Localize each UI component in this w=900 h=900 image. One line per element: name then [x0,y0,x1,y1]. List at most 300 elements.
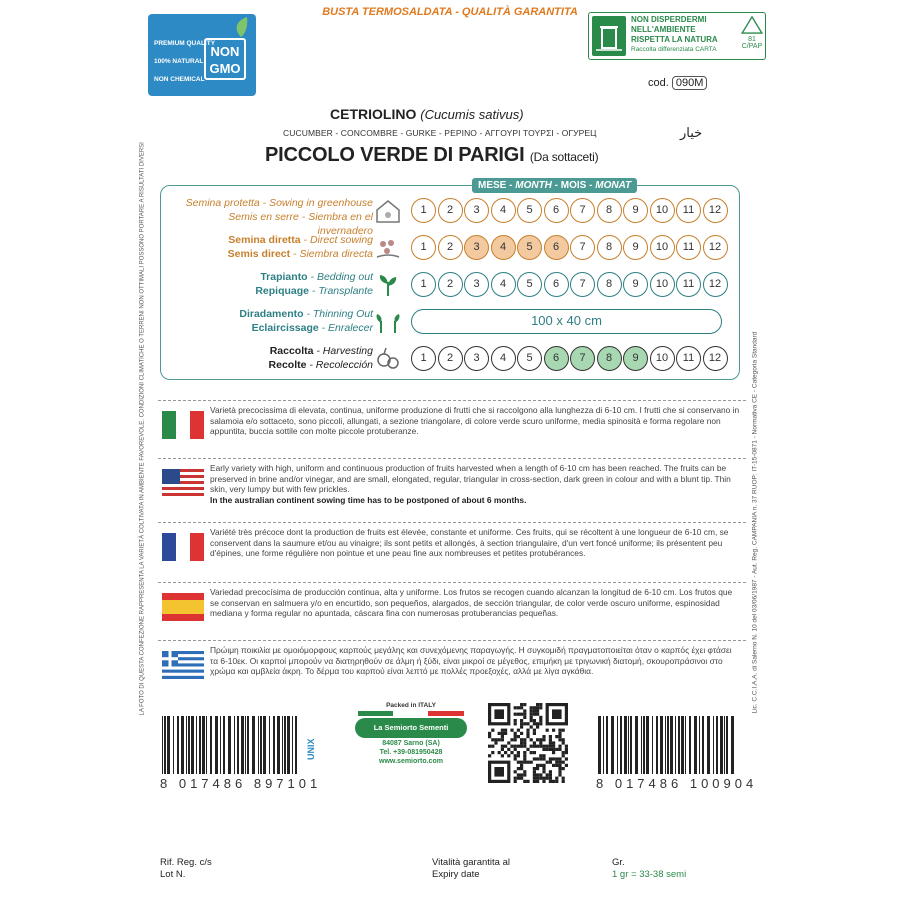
qr-module [549,735,552,738]
qr-module [558,764,561,767]
barcode-bar [630,716,632,774]
qr-module [533,706,536,709]
qr-module [536,745,539,748]
barcode-bar [652,716,653,774]
barcode-bar [667,716,669,774]
recycle-code-num: 81 [748,36,756,43]
qr-module [562,780,565,783]
qr-module [520,703,523,706]
qr-module [539,773,542,776]
transplant-months [411,272,728,297]
packed-in-italy: Packed in ITALY [386,702,436,709]
qr-module [533,732,536,735]
qr-module [514,777,517,780]
qr-module [536,777,539,780]
qr-module [504,751,507,754]
qr-module [523,745,526,748]
qr-module [514,735,517,738]
transplant-label-2a: Repiquage [255,285,309,297]
qr-module [514,713,517,716]
qr-module [555,777,558,780]
recycle-notice [588,12,766,60]
month-dot: 5 [517,272,542,297]
qr-module [523,741,526,744]
qr-module [504,745,507,748]
month-dot: 7 [570,198,595,223]
qr-module [546,748,549,751]
qr-module [558,767,561,770]
month-dot: 8 [597,198,622,223]
greenhouse-icon [375,198,401,224]
qr-module [514,722,517,725]
qr-module [539,719,542,722]
barcode-bar [282,716,283,774]
qr-module [517,773,520,776]
qr-module [539,764,542,767]
qr-module [555,735,558,738]
qr-module [552,757,555,760]
greenhouse-label-1: Semina protetta - Sowing in greenhouse [185,197,373,209]
recycle-line-3: RISPETTA LA NATURA [631,35,718,44]
barcode-bar [173,716,174,774]
qr-finder [494,767,504,777]
qr-module [514,738,517,741]
qr-module [498,732,501,735]
qr-module [542,764,545,767]
direct-months [411,235,728,260]
badge-chemical: NON CHEMICAL [154,76,205,83]
qr-module [542,754,545,757]
description-gr [158,640,746,708]
qr-module [507,754,510,757]
recycle-line-4: Raccolta differenziata CARTA [631,46,717,53]
qr-module [507,748,510,751]
month-dot: 10 [650,272,675,297]
qr-module [520,722,523,725]
barcode-bar [678,716,680,774]
qr-module [523,703,526,706]
harvest-label [173,344,373,372]
qr-module [565,757,568,760]
barcode-bar [620,716,622,774]
qr-module [520,761,523,764]
qr-module [504,732,507,735]
month-dot: 9 [623,346,648,371]
qr-module [520,725,523,728]
qr-module [533,713,536,716]
recycle-line-1: NON DISPERDERMI [631,15,707,24]
qr-module [562,777,565,780]
barcode-bar [635,716,638,774]
product-translations: CUCUMBER - CONCOMBRE - GURKE - PEPINO - ΑΓΓΟΥΡΙ ΤΟΥΡΣΙ - ОГУРЕЦ [283,128,597,138]
qr-module [558,738,561,741]
barcode-bar [273,716,275,774]
barcode-bar [707,716,710,774]
qr-module [523,716,526,719]
barcode-bar [186,716,187,774]
qr-module [539,722,542,725]
row-thinning [161,305,741,341]
semiorto-logo: La Semiorto Sementi [355,718,467,738]
qr-module [552,764,555,767]
qr-module [523,754,526,757]
month-dot: 4 [491,235,516,260]
non-text: NON [210,44,240,59]
qr-module [533,741,536,744]
month-dot: 10 [650,235,675,260]
spain-flag-icon [162,593,204,621]
qr-module [510,745,513,748]
italy-flag-icon [162,411,204,439]
cod-label: cod. [648,77,669,89]
barcode-bar [220,716,221,774]
qr-module [533,751,536,754]
qr-module [530,761,533,764]
barcode-bar [181,716,184,774]
month-dot: 11 [676,235,701,260]
barcode-bar [731,716,734,774]
qr-module [558,745,561,748]
qr-module [523,773,526,776]
badge-natural: 100% NATURAL [154,58,204,65]
barcode-bar [223,716,225,774]
qr-module [546,777,549,780]
month-dot: 12 [703,235,728,260]
qr-module [549,777,552,780]
qr-module [523,722,526,725]
qr-module [517,754,520,757]
barcode-bar [202,716,205,774]
qr-module [530,709,533,712]
barcode-bar [215,716,218,774]
qr-module [491,745,494,748]
qr-module [523,709,526,712]
qr-module [514,770,517,773]
direct-label-1a: Semina diretta [228,234,301,246]
harvest-label-1a: Raccolta [269,345,314,357]
direct-label-1b: - Direct sowing [300,234,373,246]
qr-module [523,751,526,754]
qr-module [510,751,513,754]
qr-module [523,770,526,773]
cod-value: 090M [672,76,708,90]
footer-vitalita: Vitalità garantita al [432,857,510,868]
barcode-bar [177,716,179,774]
qr-module [517,729,520,732]
france-flag-icon [162,533,204,561]
qr-module [533,729,536,732]
qr-module [539,716,542,719]
side-disclaimer [137,142,147,716]
barcode-bar [611,716,614,774]
qr-module [542,767,545,770]
barcode-bar [660,716,663,774]
months-header-monat: MONAT [595,180,632,191]
qr-module [494,738,497,741]
harvest-label-2b: - Recolección [306,359,373,371]
qr-module [555,748,558,751]
barcode-bar [162,716,163,774]
maker-block [353,702,469,766]
qr-module [520,773,523,776]
barcode-bar [689,716,691,774]
description-en-note: In the australian continent sowing time has to be postponed of about 6 months. [210,494,527,505]
thinning-label-1b: - Thinning Out [303,308,373,320]
qr-module [539,745,542,748]
harvest-label-2a: Recolte [268,359,307,371]
qr-module [539,741,542,744]
month-dot: 1 [411,235,436,260]
gmo-text: GMO [209,61,241,76]
qr-module [542,780,545,783]
usa-flag-icon [162,469,204,497]
qr-module [526,722,529,725]
barcode-bar [628,716,629,774]
qr-module [549,757,552,760]
qr-module [536,703,539,706]
qr-module [520,745,523,748]
barcode-bar [624,716,627,774]
qr-module [520,767,523,770]
non-gmo-badge [148,14,256,96]
qr-module [536,709,539,712]
month-dot: 12 [703,346,728,371]
qr-module [514,745,517,748]
barcode-right [596,716,736,774]
qr-module [562,761,565,764]
qr-module [558,735,561,738]
barcode-bar [210,716,212,774]
qr-module [562,729,565,732]
qr-module [526,729,529,732]
row-greenhouse [161,194,741,237]
barcode-bar [247,716,249,774]
non-gmo-mark [204,38,246,80]
greece-flag-icon [162,651,204,679]
qr-module [523,713,526,716]
qr-module [555,757,558,760]
barcode-bar [606,716,608,774]
qr-module [549,773,552,776]
qr-module [507,741,510,744]
qr-module [542,738,545,741]
barcode-left [160,716,300,774]
barcode-bar [188,716,190,774]
qr-module [542,735,545,738]
month-dot: 11 [676,346,701,371]
description-en-text: Early variety with high, uniform and continuous production of fruits harvested when a length of 6-10 cm has been reached. The fruits can be preserved in brine and/or vinegar, and are small, elongated, regular, triangular in cross-section, dark green in colour and with a blunt tip. Thin skin, very lumpy but with few prickles. [210,463,731,494]
barcode-bar [702,716,704,774]
qr-module [562,751,565,754]
months-header-mese: MESE - [478,180,516,191]
barcode-bar [694,716,697,774]
maker-phone: Tel. +39-081950428 [379,749,443,756]
qr-module [517,777,520,780]
qr-module [555,780,558,783]
barcode-bar [191,716,194,774]
month-dot: 10 [650,346,675,371]
qr-module [558,757,561,760]
qr-module [536,722,539,725]
qr-module [565,751,568,754]
qr-module [565,745,568,748]
qr-module [501,732,504,735]
qr-code [488,703,568,783]
harvest-months [411,346,728,371]
qr-module [549,745,552,748]
month-dot: 9 [623,235,648,260]
harvest-label-1b: - Harvesting [313,345,373,357]
qr-module [533,773,536,776]
qr-module [558,732,561,735]
qr-module [542,770,545,773]
qr-module [530,716,533,719]
month-dot: 3 [464,198,489,223]
qr-module [501,745,504,748]
month-dot: 1 [411,272,436,297]
barcode-bar [641,716,642,774]
qr-module [501,729,504,732]
product-code [648,76,707,90]
recycle-code [739,16,765,50]
barcode-bar [241,716,244,774]
barcode-bar [260,716,262,774]
qr-module [562,767,565,770]
barcode-bar [685,716,686,774]
month-dot: 11 [676,272,701,297]
qr-module [555,764,558,767]
footer-gr: Gr. [612,857,625,868]
qr-module [565,748,568,751]
product-latin: (Cucumis sativus) [420,107,524,122]
qr-module [549,741,552,744]
qr-module [530,751,533,754]
barcode-left-number: 8 017486 897101 [160,776,322,791]
barcode-bar [277,716,280,774]
qr-module [526,732,529,735]
qr-module [530,706,533,709]
footer-reg [160,857,212,881]
qr-module [539,757,542,760]
month-dot: 2 [438,235,463,260]
qr-module [501,748,504,751]
description-fr [158,522,746,590]
qr-module [517,761,520,764]
barcode-bar [237,716,239,774]
qr-module [530,713,533,716]
qr-finder [494,709,504,719]
barcode-bar [258,716,259,774]
qr-module [517,706,520,709]
barcode-bar [598,716,601,774]
month-dot: 11 [676,198,701,223]
qr-module [510,738,513,741]
month-dot: 2 [438,346,463,371]
product-arabic: خيار [680,125,703,140]
qr-module [546,745,549,748]
qr-module [514,757,517,760]
barcode-bar [167,716,170,774]
qr-module [514,732,517,735]
qr-module [530,719,533,722]
plant-spacing: 100 x 40 cm [411,309,722,334]
sowing-calendar [160,185,740,380]
direct-label-2a: Semis direct [227,248,291,260]
qr-module [533,777,536,780]
qr-module [533,709,536,712]
months-header [472,178,637,193]
month-dot: 1 [411,346,436,371]
qr-module [549,738,552,741]
barcode-bar [292,716,293,774]
qr-module [526,780,529,783]
qr-module [491,751,494,754]
qr-module [562,754,565,757]
recycle-triangle-icon [741,16,763,34]
italy-stripe [358,711,464,716]
barcode-bar [263,716,266,774]
qr-module [552,780,555,783]
qr-module [498,751,501,754]
description-it-text: Varietà precocissima di elevata, continua, uniforme produzione di frutti che si raccolgono alla lunghezza di 6-10 cm. I frutti che si conservano in salamoia e/o sottaceto, sono piccoli, allungati, a sezione triangolare, di colore verde scuro uniforme, media spinosità e forma regolare non appuntita, buccia sottile con molte piccole protuberanze. [210,405,740,436]
qr-module [520,719,523,722]
months-header-month: MONTH [515,180,552,191]
thinning-label [173,307,373,335]
footer-seeds: 1 gr = 33-38 semi [612,869,687,880]
transplant-label [173,270,373,298]
barcode-bar [284,716,286,774]
qr-module [533,745,536,748]
qr-module [536,764,539,767]
qr-module [542,757,545,760]
qr-module [520,764,523,767]
qr-module [536,738,539,741]
qr-module [517,767,520,770]
month-dot: 3 [464,346,489,371]
month-dot: 3 [464,272,489,297]
qr-module [491,729,494,732]
qr-module [514,719,517,722]
barcode-bar [228,716,231,774]
qr-module [536,713,539,716]
variety-title [265,144,598,167]
month-dot: 9 [623,272,648,297]
qr-module [494,741,497,744]
qr-module [558,729,561,732]
barcode-bar [617,716,618,774]
month-dot: 7 [570,272,595,297]
qr-module [523,757,526,760]
qr-module [514,706,517,709]
thinning-label-2b: - Enralecer [318,322,373,334]
trash-bin-icon [592,16,626,56]
badge-premium: PREMIUM QUALITY [154,40,216,47]
seeds-icon [375,235,401,261]
barcode-bar [295,716,297,774]
description-es-text: Variedad precocísima de producción continua, alta y uniforme. Los frutos se recogen cuando alcanzan la longitud de 6-10 cm. Los frutos que se conservan en salmuera y/o en encurtido, son pequeños, alargados, de sección triangular, de color verde oscuro uniforme, espinosidad mediana y forma regular no apuntada, cáscara fina con numerosas protuberancias pequeñas. [210,587,733,618]
barcode-bar [675,716,676,774]
greenhouse-months [411,198,728,223]
month-dot: 2 [438,272,463,297]
barcode-bar [646,716,649,774]
leaf-icon [232,16,250,38]
qr-module [558,770,561,773]
qr-module [552,748,555,751]
month-dot: 6 [544,346,569,371]
barcode-bar [269,716,270,774]
month-dot: 2 [438,198,463,223]
qr-module [539,738,542,741]
